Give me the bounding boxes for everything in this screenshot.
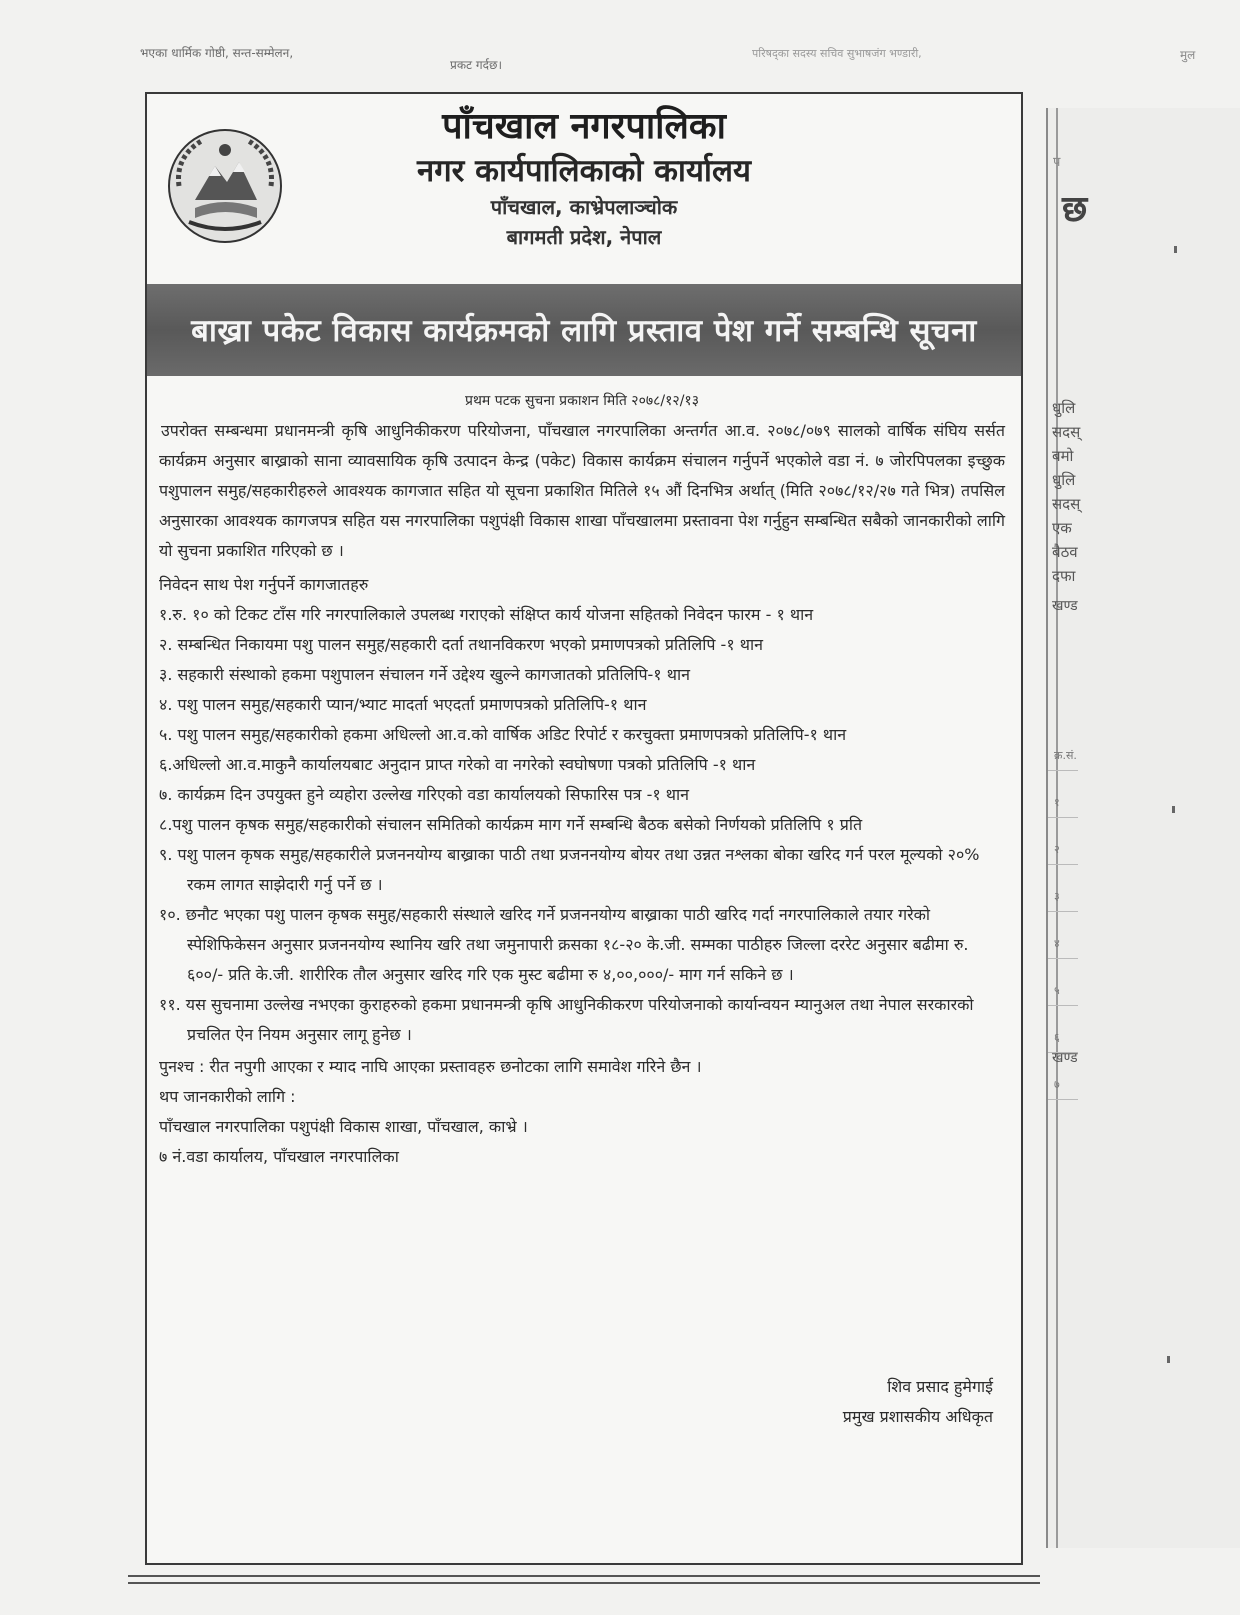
doc-item-6: ६.अधिल्लो आ.व.माकुनै कार्यालयबाट अनुदान प्राप्त गरेको वा नगरेको स्वघोषणा पत्रको प्रतिलिपि -१ थान [159,755,756,774]
strip-text-far-right: मुल [1180,48,1196,62]
side-line: सदस् [1052,495,1081,513]
side-line: धुलि [1052,399,1076,417]
notice-body [159,386,1005,1172]
signatory-title: प्रमुख प्रशासकीय अधिकृत [842,1407,993,1426]
office-name: नगर कार्यपालिकाको कार्यालय [417,153,751,189]
side-fragment-lines [1052,396,1080,588]
required-docs-heading: निवेदन साथ पेश गर्नुपर्ने कागजातहरु [159,575,369,594]
publication-date: प्रथम पटक सुचना प्रकाशन मिति २०७८/१२/१३ [465,393,699,409]
side-line: धुलि [1052,471,1076,489]
rule-line [128,1582,1040,1584]
doc-item-2: २. सम्बन्धित निकायमा पशु पालन समुह/सहकारी दर्ता तथानविकरण भएको प्रमाणपत्रको प्रतिलिपि -१ थान [159,635,763,654]
doc-item-11: ११. यस सुचनामा उल्लेख नभएका कुराहरुको हकमा प्रधानमन्त्री कृषि आधुनिकीकरण परियोजनाको कार्यान्वयन म्यानुअल तथा नेपाल सरकारको प्रचलित ऐन नियम अनुसार लागू हुनेछ । [159,995,974,1044]
side-line: दफा [1052,567,1076,585]
public-notice [145,92,1023,1565]
side-section-label: खण्ड [1052,1050,1078,1066]
side-line: बमो [1052,447,1074,465]
intro-paragraph: उपरोक्त सम्बन्धमा प्रधानमन्त्री कृषि आधुनिकीकरण परियोजना, पाँचखाल नगरपालिका अन्तर्गत आ.व. २०७८/०७९ सालको वार्षिक संघिय सर्सत कार्यक्रम अनुसार बाख्राको साना व्यावसायिक कृषि उत्पादन केन्द्र (पकेट) विकास कार्यक्रम संचालन गर्नुपर्ने भएकोले वडा नं. ७ जोरपिपलका इच्छुक पशुपालन समुह/सहकारीहरुले आवश्यक कागजात सहित यो सूचना प्रकाशित मितिले १५ औं दिनभित्र अर्थात् (मिति २०७८/१२/२७ गते भित्र) तपसिल अनुसारका आवश्यक कागजपत्र सहित यस नगरपालिका पशुपंक्षी विकास शाखा पाँचखालमा प्रस्तावना पेश गर्नुहुन सम्बन्धित सबैको जानकारीको लागि यो सुचना प्रकाशित गरिएको छ । [159,421,1005,560]
scan-speck [1172,806,1175,813]
side-row-number: ४ [1048,936,1078,959]
more-info-heading: थप जानकारीको लागि : [159,1087,296,1106]
side-line: सदस् [1052,423,1081,441]
scan-speck [1174,246,1177,253]
side-row-number: क्र.सं. [1048,748,1078,771]
scan-speck [1167,1356,1170,1363]
doc-item-4: ४. पशु पालन समुह/सहकारी प्यान/भ्याट मादर्ता भएदर्ता प्रमाणपत्रको प्रतिलिपि-१ थान [159,695,647,714]
side-line: एक [1052,519,1072,537]
notice-header [147,94,1021,284]
office-province: बागमती प्रदेश, नेपाल [506,225,662,249]
side-row-numbers [1048,748,1078,1124]
signature-block [843,1372,993,1432]
municipality-name: पाँचखाल नगरपालिका [442,106,726,147]
side-fragment-glyph: छ [1062,189,1088,230]
side-row-number: ७ [1048,1077,1078,1100]
doc-item-9: ९. पशु पालन कृषक समुह/सहकारीले प्रजननयोग्य बाख्राका पाठी तथा प्रजननयोग्य बोयर तथा उन्नत नश्लका बोका खरिद गर्न परल मूल्यको २०% रकम लागत साझेदारी गर्नु पर्ने छ । [159,845,980,894]
doc-item-3: ३. सहकारी संस्थाको हकमा पशुपालन संचालन गर्ने उद्देश्य खुल्ने कागजातको प्रतिलिपि-१ थान [159,665,690,684]
strip-text-left: भएका धार्मिक गोष्ठी, सन्त-सम्मेलन, [140,46,294,60]
contact-ward-office: ७ नं.वडा कार्यालय, पाँचखाल नगरपालिका [159,1147,399,1166]
side-row-number: २ [1048,842,1078,865]
postscript: पुनश्च : रीत नपुगी आएका र म्याद नाघि आएका प्रस्तावहरु छनोटका लागि समावेश गरिने छैन । [159,1057,702,1076]
strip-text-right: परिषद्का सदस्य सचिव सुभाषजंग भण्डारी, [752,47,922,60]
notice-title-banner: बाख्रा पकेट विकास कार्यक्रमको लागि प्रस्ताव पेश गर्ने सम्बन्धि सूचना [147,284,1021,376]
side-row-number: ५ [1048,983,1078,1006]
side-row-number: १ [1048,795,1078,818]
doc-item-10: १०. छनौट भएका पशु पालन कृषक समुह/सहकारी संस्थाले खरिद गर्ने प्रजननयोग्य बाख्राका पाठी खरिद गर्दा नगरपालिकाले तयार गरेको स्पेशिफिकेसन अनुसार प्रजननयोग्य स्थानिय खरि तथा जमुनापारी क्रसका १८-२० के.जी. सम्मका पाठीहरु जिल्ला दररेट अनुसार बढीमा रु. ६००/- प्रति के.जी. शारीरिक तौल अनुसार खरिद गरि एक मुस्ट बढीमा रु ४,००,०००/- माग गर्न सकिने छ । [159,905,969,984]
office-address: पाँचखाल, काभ्रेपलाञ्चोक [490,195,678,219]
doc-item-7: ७. कार्यक्रम दिन उपयुक्त हुने व्यहोरा उल्लेख गरिएको वडा कार्यालयको सिफारिस पत्र -१ थान [159,785,690,804]
rule-line [128,1575,1040,1577]
page-bottom-rules [128,1575,1040,1589]
side-line: बैठव [1052,543,1078,561]
previous-page-strip [0,36,1240,76]
side-row-number: ६ [1048,1030,1078,1053]
side-fragment-top: प [1053,155,1061,170]
side-row-number: ३ [1048,889,1078,912]
doc-item-1: १.रु. १० को टिकट टाँस गरि नगरपालिकाले उपलब्ध गराएको संक्षिप्त कार्य योजना सहितको निवेदन फारम - १ थान [159,605,814,624]
side-section-label: खण्ड [1052,598,1078,614]
doc-item-8: ८.पशु पालन कृषक समुह/सहकारीको संचालन समितिको कार्यक्रम माग गर्ने सम्बन्धि बैठक बसेको निर्णयको प्रतिलिपि १ प्रति [159,815,863,834]
doc-item-5: ५. पशु पालन समुह/सहकारीको हकमा अधिल्लो आ.व.को वार्षिक अडिट रिपोर्ट र करचुक्ता प्रमाणपत्रको प्रतिलिपि-१ थान [159,725,847,744]
strip-text-middle: प्रकट गर्दछ। [450,58,502,72]
adjacent-column-fragment [1046,108,1240,1548]
signatory-name: शिव प्रसाद हुमेगाई [887,1377,993,1396]
contact-livestock-branch: पाँचखाल नगरपालिका पशुपंक्षी विकास शाखा, पाँचखाल, काभ्रे । [159,1117,528,1136]
